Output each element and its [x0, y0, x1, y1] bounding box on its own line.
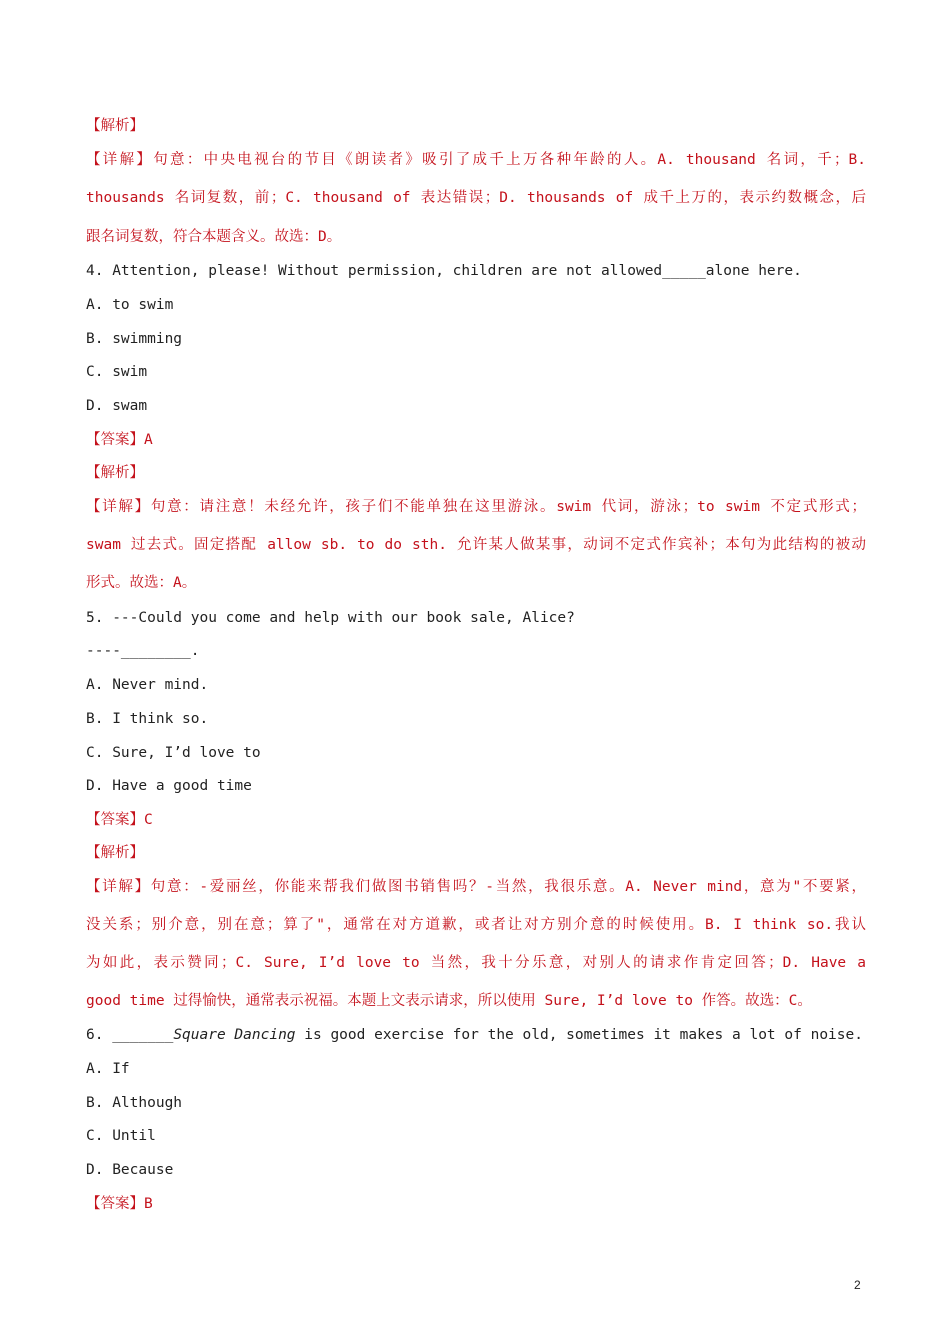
q4-stem: 4. Attention, please! Without permission, children are not allowed_____alone here. [86, 263, 802, 279]
q5-option-b: B. I think so. [86, 711, 209, 727]
q3-detail-line-2: thousands 名词复数，前；C. thousand of 表达错误；D. thousands of 成千上万的，表示约数概念，后 [86, 190, 866, 206]
q5-detail-line-2: 没关系；别介意，别在意；算了"，通常在对方道歉，或者让对方别介意的时候使用。B. I think so.我认 [86, 917, 866, 933]
q4-detail-line-3: 形式。故选：A。 [86, 575, 197, 591]
q5-response-blank: ----________. [86, 643, 200, 659]
q6-option-d: D. Because [86, 1162, 174, 1178]
q5-stem: 5. ---Could you come and help with our book sale, Alice? [86, 610, 575, 626]
q3-analysis-tag: 【解析】 [86, 118, 144, 134]
q6-answer [86, 1194, 866, 1214]
q4-option-c: C. swim [86, 364, 148, 380]
q5-option-d: D. Have a good time [86, 778, 252, 794]
q5-detail-line-4: good time 过得愉快，通常表示祝福。本题上文表示请求，所以使用 Sure, I’d love to 作答。故选：C。 [86, 993, 812, 1009]
q6-stem-suffix: is good exercise for the old, sometimes it makes a lot of noise. [295, 1027, 863, 1043]
q6-option-a: A. If [86, 1061, 130, 1077]
q6-answer-tag: 【答案】 [86, 1196, 144, 1212]
q4-answer-tag: 【答案】 [86, 432, 144, 448]
q6-stem-italic: Square Dancing [173, 1027, 296, 1043]
q5-option-a: A. Never mind. [86, 677, 209, 693]
q5-detail-line-3: 为如此，表示赞同；C. Sure, I’d love to 当然，我十分乐意，对别人的请求作肯定回答；D. Have a [86, 955, 866, 971]
q4-option-d: D. swam [86, 398, 148, 414]
q3-detail-line-3: 跟名词复数，符合本题含义。故选：D。 [86, 229, 342, 245]
q5-option-c: C. Sure, I’d love to [86, 745, 261, 761]
q4-detail-line-1: 【详解】句意：请注意！未经允许，孩子们不能单独在这里游泳。swim 代词，游泳；to swim 不定式形式； [86, 499, 866, 515]
q5-answer-tag: 【答案】 [86, 812, 144, 828]
q3-detail-line-1: 【详解】句意：中央电视台的节目《朗读者》吸引了成千上万各种年龄的人。A. thousand 名词，千；B. [86, 152, 866, 168]
q6-stem [86, 1025, 866, 1045]
q5-analysis-tag: 【解析】 [86, 845, 144, 861]
q4-option-a: A. to swim [86, 297, 174, 313]
q4-detail-line-2: swam 过去式。固定搭配 allow sb. to do sth. 允许某人做某事，动词不定式作宾补；本句为此结构的被动 [86, 537, 866, 553]
q4-option-b: B. swimming [86, 331, 183, 347]
page-number: 2 [854, 1278, 861, 1292]
q6-answer-value: B [144, 1196, 153, 1212]
q5-answer-value: C [144, 812, 153, 828]
q6-option-b: B. Although [86, 1095, 183, 1111]
q5-answer [86, 810, 866, 830]
q4-answer [86, 430, 866, 450]
q4-answer-value: A [144, 432, 153, 448]
q4-analysis-tag: 【解析】 [86, 465, 144, 481]
q6-stem-prefix: 6. _______ [86, 1027, 174, 1043]
q5-detail-line-1: 【详解】句意：-爱丽丝，你能来帮我们做图书销售吗？-当然，我很乐意。A. Never mind，意为"不要紧， [86, 879, 866, 895]
q6-option-c: C. Until [86, 1128, 156, 1144]
